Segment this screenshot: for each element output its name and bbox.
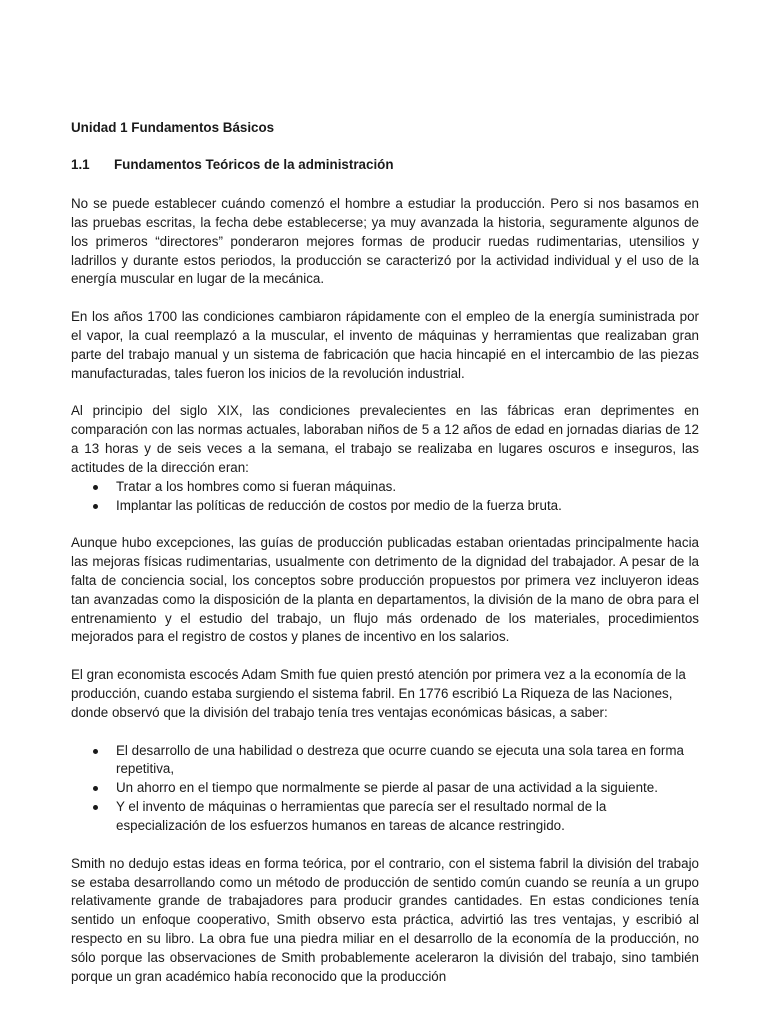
list-item bbox=[71, 779, 699, 798]
list-item bbox=[71, 742, 699, 780]
list-item bbox=[71, 497, 699, 516]
paragraph-adam-smith: El gran economista escocés Adam Smith fue quien prestó atención por primera vez a la economía de la producción, cuando estaba surgiendo el sistema fabril. En 1776 escribió La Riqueza de las Naciones, donde observó que la división del trabajo tenía tres ventajas económicas básicas, a saber: bbox=[71, 666, 686, 720]
list-item-text: Tratar a los hombres como si fueran máquinas. bbox=[116, 478, 397, 494]
list-item-text: Implantar las políticas de reducción de costos por medio de la fuerza bruta. bbox=[116, 497, 562, 513]
list-item-text: Un ahorro en el tiempo que normalmente se pierde al pasar de una actividad a la siguiente. bbox=[116, 780, 658, 796]
bullet-icon bbox=[93, 786, 98, 791]
paragraph-smith-division-of-labor: Smith no dedujo estas ideas en forma teórica, por el contrario, con el sistema fabril la división del trabajo se estaba desarrollando como un método de producción de sentido común cuando se reunía a un grupo relativamente grande de trabajadores para producir grandes cantidades. En estas condiciones tenía sentido un enfoque cooperativo, Smith observo esta práctica, advirtió las tres ventajas, y escribió al respecto en su libro. La obra fue una piedra miliar en el desarrollo de la economía de la producción, no sólo porque las observaciones de Smith probablemente aceleraron la división del trabajo, sino también porque un gran académico había reconocido que la producción bbox=[71, 855, 699, 985]
bullet-icon bbox=[93, 749, 98, 754]
paragraph-production-guides: Aunque hubo excepciones, las guías de producción publicadas estaban orientadas principalmente hacia las mejoras físicas rudimentarias, usualmente con detrimento de la dignidad del trabajador. A pesar de la falta de conciencia social, los conceptos sobre producción propuestos por primera vez incluyeron ideas tan avanzadas como la disposición de la planta en departamentos, la división de la mano de obra para el entrenamiento y el estudio del trabajo, un flujo más ordenado de los materiales, procedimientos mejorados para el registro de costos y planes de incentivo en los salarios. bbox=[71, 534, 699, 645]
bullet-icon bbox=[93, 504, 98, 509]
list-item-text: Y el invento de máquinas o herramientas que parecía ser el resultado normal de la especialización de los esfuerzos humanos en tareas de alcance restringido. bbox=[116, 799, 607, 834]
paragraph-industrial-revolution: En los años 1700 las condiciones cambiaron rápidamente con el empleo de la energía suministrada por el vapor, la cual reemplazó a la muscular, el invento de máquinas y herramientas que realizaban gran parte del trabajo manual y un sistema de fabricación que hacia hincapié en el intercambio de las piezas manufacturadas, tales fueron los inicios de la revolución industrial. bbox=[71, 308, 699, 381]
paragraph-nineteenth-century: Al principio del siglo XIX, las condiciones prevalecientes en las fábricas eran deprimentes en comparación con las normas actuales, laboraban niños de 5 a 12 años de edad en jornadas diarias de 12 a 13 horas y de seis veces a la semana, el trabajo se realizaba en lugares oscuros e inseguros, las actitudes de la dirección eran: bbox=[71, 402, 699, 475]
section-number: 1.1 bbox=[71, 156, 90, 172]
section-heading bbox=[71, 156, 699, 175]
unit-heading: Unidad 1 Fundamentos Básicos bbox=[71, 120, 275, 135]
bullet-icon bbox=[93, 805, 98, 810]
paragraph-origins: No se puede establecer cuándo comenzó el hombre a estudiar la producción. Pero si nos basamos en las pruebas escritas, la fecha debe establecerse; ya muy avanzada la historia, seguramente algunos de los primeros “directores” ponderaron mejores formas de producir ruedas rudimentarias, utensilios y ladrillos y durante estos periodos, la producción se caracterizó por la actividad individual y el uso de la energía muscular en lugar de la mecánica. bbox=[71, 195, 699, 287]
section-title: Fundamentos Teóricos de la administración bbox=[114, 156, 394, 172]
list-item bbox=[71, 478, 699, 497]
smith-advantages-list bbox=[71, 742, 699, 837]
list-item-text: El desarrollo de una habilidad o destreza que ocurre cuando se ejecuta una sola tarea en forma repetitiva, bbox=[116, 742, 684, 777]
document-page bbox=[71, 119, 699, 1005]
bullet-icon bbox=[93, 485, 98, 490]
list-item bbox=[71, 798, 699, 836]
attitudes-list bbox=[71, 478, 699, 516]
